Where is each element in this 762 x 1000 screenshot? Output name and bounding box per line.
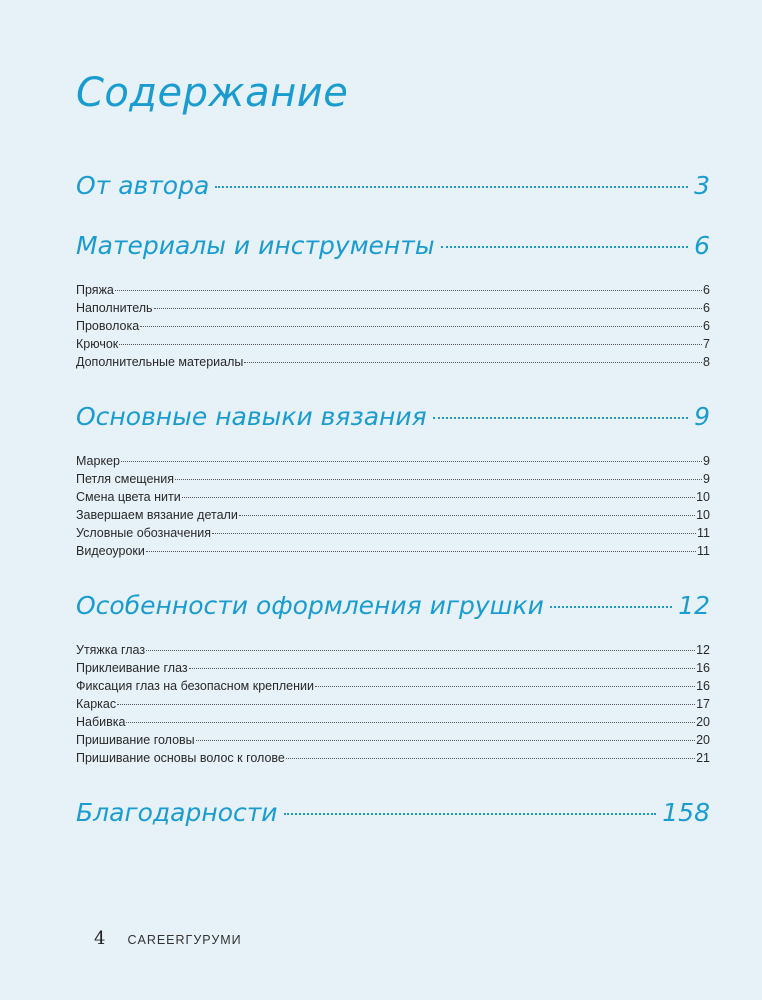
item-label: Смена цвета нити <box>76 490 181 504</box>
toc-item <box>76 452 710 470</box>
dot-leader <box>212 533 696 534</box>
item-label: Пряжа <box>76 283 114 297</box>
item-page: 11 <box>697 526 710 540</box>
toc-item <box>76 713 710 731</box>
toc-item <box>76 488 710 506</box>
section-page: 9 <box>694 402 710 431</box>
toc-items <box>76 641 710 767</box>
dot-leader <box>239 515 695 516</box>
item-label: Фиксация глаз на безопасном креплении <box>76 679 314 693</box>
item-label: Каркас <box>76 697 117 711</box>
toc-section <box>76 586 710 767</box>
footer-brand: CAREERГУРУМИ <box>127 933 242 947</box>
dot-leader <box>550 606 672 608</box>
dot-leader <box>146 650 695 651</box>
item-page: 17 <box>696 697 710 711</box>
dot-leader <box>115 290 702 291</box>
toc-item <box>76 641 710 659</box>
item-page: 20 <box>696 715 710 729</box>
toc-item <box>76 353 710 371</box>
section-title: Благодарности <box>76 798 278 827</box>
toc-item <box>76 281 710 299</box>
toc-items <box>76 281 710 371</box>
toc-item <box>76 335 710 353</box>
item-page: 10 <box>696 508 710 522</box>
item-page: 6 <box>703 283 710 297</box>
toc-section-heading <box>76 586 710 626</box>
section-page: 12 <box>678 591 710 620</box>
page-footer <box>94 928 242 949</box>
dot-leader <box>117 704 695 705</box>
dot-leader <box>146 551 696 552</box>
item-page: 10 <box>696 490 710 504</box>
toc-items <box>76 452 710 560</box>
section-title: Материалы и инструменты <box>76 231 435 260</box>
dot-leader <box>189 668 695 669</box>
item-label: Маркер <box>76 454 120 468</box>
dot-leader <box>286 758 695 759</box>
item-page: 20 <box>696 733 710 747</box>
toc-section-heading <box>76 793 710 833</box>
toc-section <box>76 166 710 206</box>
table-of-contents <box>76 166 710 833</box>
section-page: 158 <box>662 798 710 827</box>
item-label: Утяжка глаз <box>76 643 146 657</box>
item-label: Завершаем вязание детали <box>76 508 238 522</box>
section-title: Основные навыки вязания <box>76 402 427 431</box>
item-label: Набивка <box>76 715 126 729</box>
toc-section-heading <box>76 226 710 266</box>
item-page: 9 <box>703 454 710 468</box>
toc-section <box>76 397 710 560</box>
dot-leader <box>121 461 702 462</box>
toc-section <box>76 793 710 833</box>
item-page: 12 <box>696 643 710 657</box>
item-page: 6 <box>703 301 710 315</box>
toc-section-heading <box>76 166 710 206</box>
dot-leader <box>315 686 695 687</box>
dot-leader <box>244 362 702 363</box>
toc-item <box>76 524 710 542</box>
toc-section-heading <box>76 397 710 437</box>
toc-item <box>76 299 710 317</box>
item-page: 11 <box>697 544 710 558</box>
toc-item <box>76 317 710 335</box>
item-page: 8 <box>703 355 710 369</box>
item-label: Видеоуроки <box>76 544 145 558</box>
item-label: Дополнительные материалы <box>76 355 244 369</box>
dot-leader <box>433 417 688 419</box>
toc-section <box>76 226 710 371</box>
toc-item <box>76 731 710 749</box>
item-label: Условные обозначения <box>76 526 212 540</box>
dot-leader <box>119 344 702 345</box>
page-number: 4 <box>94 928 106 949</box>
section-page: 6 <box>694 231 710 260</box>
item-label: Пришивание головы <box>76 733 195 747</box>
item-page: 21 <box>696 751 710 765</box>
toc-item <box>76 659 710 677</box>
dot-leader <box>126 722 695 723</box>
item-page: 16 <box>696 679 710 693</box>
dot-leader <box>140 326 702 327</box>
item-label: Крючок <box>76 337 119 351</box>
toc-item <box>76 749 710 767</box>
item-page: 6 <box>703 319 710 333</box>
item-label: Проволока <box>76 319 140 333</box>
toc-item <box>76 542 710 560</box>
item-label: Приклеивание глаз <box>76 661 188 675</box>
item-label: Наполнитель <box>76 301 153 315</box>
item-page: 16 <box>696 661 710 675</box>
item-page: 7 <box>703 337 710 351</box>
dot-leader <box>441 246 689 248</box>
toc-item <box>76 695 710 713</box>
dot-leader <box>196 740 695 741</box>
dot-leader <box>182 497 695 498</box>
toc-item <box>76 470 710 488</box>
dot-leader <box>154 308 703 309</box>
dot-leader <box>215 186 688 188</box>
dot-leader <box>175 479 702 480</box>
item-label: Петля смещения <box>76 472 175 486</box>
item-label: Пришивание основы волос к голове <box>76 751 285 765</box>
page-title: Содержание <box>76 70 349 116</box>
item-page: 9 <box>703 472 710 486</box>
section-title: От автора <box>76 171 210 200</box>
toc-item <box>76 677 710 695</box>
toc-item <box>76 506 710 524</box>
dot-leader <box>284 813 657 815</box>
section-page: 3 <box>694 171 710 200</box>
section-title: Особенности оформления игрушки <box>76 591 544 620</box>
